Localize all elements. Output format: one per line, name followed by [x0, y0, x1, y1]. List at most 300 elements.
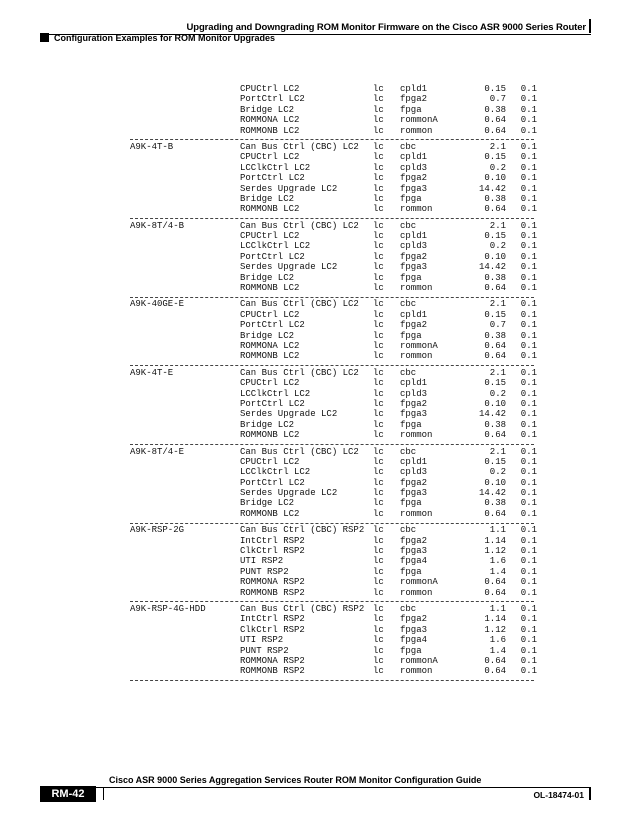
firmware-name: fpga	[400, 419, 422, 430]
firmware-row	[130, 645, 537, 656]
device-name: Bridge LC2	[240, 330, 295, 341]
firmware-row	[130, 498, 537, 509]
firmware-name: rommon	[400, 508, 433, 519]
firmware-version: 0.38	[484, 104, 506, 115]
firmware-version: 14.42	[478, 409, 506, 420]
firmware-row	[130, 204, 537, 215]
firmware-version: 0.64	[484, 430, 506, 441]
device-name: Bridge LC2	[240, 498, 295, 509]
min-version: 0.1	[520, 320, 537, 331]
card-type: lc	[373, 251, 384, 262]
firmware-version: 0.15	[484, 152, 506, 163]
firmware-name: cbc	[400, 220, 417, 231]
firmware-name: cpld3	[400, 467, 428, 478]
firmware-version: 2.1	[489, 220, 506, 231]
firmware-version: 0.38	[484, 498, 506, 509]
device-name: IntCtrl RSP2	[240, 614, 305, 625]
firmware-name: cbc	[400, 446, 417, 457]
min-version: 0.1	[520, 94, 537, 105]
min-version: 0.1	[520, 378, 537, 389]
firmware-row	[130, 84, 537, 94]
card-type: lc	[373, 104, 384, 115]
firmware-version: 0.64	[484, 125, 506, 136]
card-type: lc	[373, 162, 384, 173]
firmware-name: rommon	[400, 587, 433, 598]
card-type: lc	[373, 183, 384, 194]
card-type: lc	[373, 115, 384, 126]
firmware-version: 1.14	[484, 535, 506, 546]
firmware-row	[130, 94, 537, 105]
min-version: 0.1	[520, 340, 537, 351]
device-name: ROMMONB LC2	[240, 125, 300, 136]
firmware-version: 0.64	[484, 577, 506, 588]
card-type: lc	[373, 320, 384, 331]
firmware-name: fpga3	[400, 262, 428, 273]
firmware-row	[130, 162, 537, 173]
firmware-listing	[130, 84, 537, 683]
card-name: A9K-4T-E	[130, 367, 174, 378]
min-version: 0.1	[520, 614, 537, 625]
firmware-name: cbc	[400, 367, 417, 378]
firmware-name: rommon	[400, 125, 433, 136]
min-version: 0.1	[520, 577, 537, 588]
card-type: lc	[373, 241, 384, 252]
separator-line	[130, 680, 534, 685]
device-name: ROMMONB RSP2	[240, 587, 305, 598]
card-type: lc	[373, 299, 384, 310]
min-version: 0.1	[520, 603, 537, 614]
firmware-name: fpga4	[400, 556, 428, 567]
device-name: ROMMONA RSP2	[240, 655, 305, 666]
min-version: 0.1	[520, 351, 537, 362]
device-name: ROMMONB LC2	[240, 204, 300, 215]
device-name: ROMMONB LC2	[240, 351, 300, 362]
page-number: RM-42	[40, 786, 96, 802]
firmware-row	[130, 446, 537, 457]
firmware-name: fpga3	[400, 546, 428, 557]
firmware-row	[130, 283, 537, 294]
firmware-version: 0.64	[484, 204, 506, 215]
firmware-row	[130, 456, 537, 467]
device-name: Serdes Upgrade LC2	[240, 262, 338, 273]
firmware-row	[130, 398, 537, 409]
card-type: lc	[373, 367, 384, 378]
firmware-row	[130, 508, 537, 519]
firmware-version: 1.1	[489, 525, 506, 536]
firmware-version: 1.4	[489, 645, 506, 656]
firmware-name: cbc	[400, 603, 417, 614]
firmware-version: 0.2	[489, 388, 506, 399]
chapter-title: Upgrading and Downgrading ROM Monitor Firmware on the Cisco ASR 9000 Series Router	[186, 22, 586, 33]
firmware-row	[130, 419, 537, 430]
section-title: Configuration Examples for ROM Monitor Upgrades	[54, 33, 276, 43]
card-type: lc	[373, 152, 384, 163]
device-name: Serdes Upgrade LC2	[240, 409, 338, 420]
firmware-name: fpga2	[400, 94, 428, 105]
firmware-row	[130, 220, 537, 231]
min-version: 0.1	[520, 488, 537, 499]
firmware-row	[130, 535, 537, 546]
card-type: lc	[373, 577, 384, 588]
device-name: CPUCtrl LC2	[240, 152, 300, 163]
firmware-name: cpld3	[400, 388, 428, 399]
firmware-version: 0.64	[484, 666, 506, 677]
firmware-row	[130, 241, 537, 252]
card-name: A9K-RSP-4G-HDD	[130, 603, 206, 614]
firmware-name: rommon	[400, 283, 433, 294]
card-type: lc	[373, 262, 384, 273]
firmware-version: 14.42	[478, 262, 506, 273]
firmware-row	[130, 183, 537, 194]
card-type: lc	[373, 173, 384, 184]
min-version: 0.1	[520, 498, 537, 509]
device-name: Can Bus Ctrl (CBC) LC2	[240, 220, 359, 231]
device-name: CPUCtrl LC2	[240, 84, 300, 94]
firmware-version: 0.15	[484, 84, 506, 94]
firmware-row	[130, 262, 537, 273]
card-type: lc	[373, 655, 384, 666]
min-version: 0.1	[520, 104, 537, 115]
min-version: 0.1	[520, 193, 537, 204]
firmware-row	[130, 467, 537, 478]
card-type: lc	[373, 645, 384, 656]
device-name: Can Bus Ctrl (CBC) LC2	[240, 141, 359, 152]
device-name: Bridge LC2	[240, 272, 295, 283]
card-type: lc	[373, 556, 384, 567]
card-type: lc	[373, 340, 384, 351]
firmware-name: rommonA	[400, 655, 438, 666]
card-type: lc	[373, 220, 384, 231]
firmware-version: 0.15	[484, 309, 506, 320]
min-version: 0.1	[520, 566, 537, 577]
firmware-row	[130, 409, 537, 420]
card-type: lc	[373, 388, 384, 399]
card-name: A9K-4T-B	[130, 141, 174, 152]
device-name: PortCtrl LC2	[240, 251, 305, 262]
firmware-row	[130, 125, 537, 136]
card-type: lc	[373, 488, 384, 499]
firmware-version: 0.64	[484, 115, 506, 126]
device-name: LCClkCtrl LC2	[240, 467, 311, 478]
firmware-version: 0.7	[489, 94, 506, 105]
card-type: lc	[373, 272, 384, 283]
firmware-name: fpga	[400, 498, 422, 509]
device-name: Serdes Upgrade LC2	[240, 488, 338, 499]
card-type: lc	[373, 193, 384, 204]
firmware-name: fpga2	[400, 398, 428, 409]
firmware-row	[130, 655, 537, 666]
min-version: 0.1	[520, 525, 537, 536]
firmware-row	[130, 309, 537, 320]
firmware-name: cpld1	[400, 84, 428, 94]
section-marker-icon	[40, 33, 49, 42]
firmware-version: 0.10	[484, 477, 506, 488]
firmware-name: rommonA	[400, 340, 438, 351]
min-version: 0.1	[520, 666, 537, 677]
card-type: lc	[373, 546, 384, 557]
firmware-name: cbc	[400, 525, 417, 536]
min-version: 0.1	[520, 283, 537, 294]
firmware-version: 0.38	[484, 330, 506, 341]
firmware-name: fpga	[400, 566, 422, 577]
card-type: lc	[373, 446, 384, 457]
firmware-version: 1.12	[484, 624, 506, 635]
card-type: lc	[373, 624, 384, 635]
firmware-version: 0.64	[484, 351, 506, 362]
card-type: lc	[373, 587, 384, 598]
firmware-name: fpga	[400, 193, 422, 204]
firmware-name: fpga2	[400, 614, 428, 625]
firmware-version: 0.2	[489, 162, 506, 173]
firmware-row	[130, 193, 537, 204]
firmware-version: 1.4	[489, 566, 506, 577]
device-name: CPUCtrl LC2	[240, 456, 300, 467]
firmware-name: cpld1	[400, 456, 428, 467]
firmware-name: cpld1	[400, 378, 428, 389]
firmware-row	[130, 566, 537, 577]
min-version: 0.1	[520, 251, 537, 262]
device-name: CPUCtrl LC2	[240, 378, 300, 389]
device-name: ROMMONA RSP2	[240, 577, 305, 588]
card-type: lc	[373, 94, 384, 105]
min-version: 0.1	[520, 183, 537, 194]
card-type: lc	[373, 283, 384, 294]
card-type: lc	[373, 409, 384, 420]
firmware-version: 1.1	[489, 603, 506, 614]
device-name: CPUCtrl LC2	[240, 309, 300, 320]
footer-rule	[40, 787, 591, 788]
card-name: A9K-8T/4-E	[130, 446, 185, 457]
card-type: lc	[373, 467, 384, 478]
firmware-row	[130, 556, 537, 567]
firmware-name: fpga2	[400, 251, 428, 262]
min-version: 0.1	[520, 272, 537, 283]
device-name: PortCtrl LC2	[240, 173, 305, 184]
card-type: lc	[373, 603, 384, 614]
firmware-name: fpga	[400, 272, 422, 283]
firmware-version: 0.38	[484, 272, 506, 283]
min-version: 0.1	[520, 173, 537, 184]
min-version: 0.1	[520, 556, 537, 567]
device-name: UTI RSP2	[240, 635, 284, 646]
card-type: lc	[373, 84, 384, 94]
firmware-name: rommon	[400, 204, 433, 215]
firmware-row	[130, 251, 537, 262]
firmware-row	[130, 299, 537, 310]
min-version: 0.1	[520, 309, 537, 320]
device-name: ROMMONB RSP2	[240, 666, 305, 677]
min-version: 0.1	[520, 508, 537, 519]
device-name: CPUCtrl LC2	[240, 231, 300, 242]
device-name: LCClkCtrl LC2	[240, 241, 311, 252]
firmware-row	[130, 388, 537, 399]
firmware-row	[130, 624, 537, 635]
min-version: 0.1	[520, 546, 537, 557]
device-name: ROMMONB LC2	[240, 430, 300, 441]
card-type: lc	[373, 535, 384, 546]
firmware-row	[130, 351, 537, 362]
min-version: 0.1	[520, 141, 537, 152]
firmware-version: 2.1	[489, 141, 506, 152]
firmware-version: 14.42	[478, 488, 506, 499]
firmware-version: 0.2	[489, 467, 506, 478]
device-name: PortCtrl LC2	[240, 398, 305, 409]
firmware-name: fpga3	[400, 183, 428, 194]
device-name: Can Bus Ctrl (CBC) RSP2	[240, 603, 365, 614]
firmware-version: 0.10	[484, 173, 506, 184]
device-name: Bridge LC2	[240, 193, 295, 204]
firmware-name: rommonA	[400, 577, 438, 588]
firmware-version: 0.38	[484, 419, 506, 430]
firmware-name: fpga3	[400, 409, 428, 420]
card-type: lc	[373, 351, 384, 362]
firmware-version: 1.6	[489, 635, 506, 646]
guide-title: Cisco ASR 9000 Series Aggregation Services Router ROM Monitor Configuration Guide	[109, 775, 482, 785]
device-name: Can Bus Ctrl (CBC) RSP2	[240, 525, 365, 536]
card-type: lc	[373, 498, 384, 509]
device-name: LCClkCtrl LC2	[240, 162, 311, 173]
firmware-version: 0.15	[484, 378, 506, 389]
firmware-row	[130, 577, 537, 588]
card-type: lc	[373, 525, 384, 536]
min-version: 0.1	[520, 231, 537, 242]
device-name: ROMMONA LC2	[240, 340, 300, 351]
firmware-version: 0.2	[489, 241, 506, 252]
firmware-version: 1.6	[489, 556, 506, 567]
firmware-row	[130, 587, 537, 598]
min-version: 0.1	[520, 152, 537, 163]
firmware-name: rommonA	[400, 115, 438, 126]
device-name: ROMMONB LC2	[240, 508, 300, 519]
firmware-row	[130, 115, 537, 126]
min-version: 0.1	[520, 162, 537, 173]
firmware-version: 0.64	[484, 655, 506, 666]
min-version: 0.1	[520, 467, 537, 478]
card-type: lc	[373, 666, 384, 677]
device-name: Bridge LC2	[240, 104, 295, 115]
card-type: lc	[373, 614, 384, 625]
firmware-row	[130, 430, 537, 441]
device-name: LCClkCtrl LC2	[240, 388, 311, 399]
firmware-version: 0.38	[484, 193, 506, 204]
device-name: IntCtrl RSP2	[240, 535, 305, 546]
footer-bar	[103, 788, 104, 800]
firmware-row	[130, 320, 537, 331]
firmware-name: fpga	[400, 330, 422, 341]
device-name: PUNT RSP2	[240, 566, 289, 577]
card-name: A9K-40GE-E	[130, 299, 185, 310]
firmware-version: 0.15	[484, 231, 506, 242]
min-version: 0.1	[520, 587, 537, 598]
card-type: lc	[373, 635, 384, 646]
doc-number: OL-18474-01	[533, 790, 584, 800]
min-version: 0.1	[520, 299, 537, 310]
device-name: Bridge LC2	[240, 419, 295, 430]
firmware-name: cpld3	[400, 162, 428, 173]
min-version: 0.1	[520, 419, 537, 430]
firmware-name: cpld3	[400, 241, 428, 252]
min-version: 0.1	[520, 125, 537, 136]
min-version: 0.1	[520, 398, 537, 409]
firmware-name: fpga3	[400, 624, 428, 635]
firmware-row	[130, 152, 537, 163]
firmware-version: 2.1	[489, 299, 506, 310]
firmware-name: fpga	[400, 645, 422, 656]
device-name: PUNT RSP2	[240, 645, 289, 656]
firmware-row	[130, 330, 537, 341]
card-type: lc	[373, 398, 384, 409]
device-name: PortCtrl LC2	[240, 477, 305, 488]
device-name: ROMMONB LC2	[240, 283, 300, 294]
header-bar	[589, 19, 591, 33]
firmware-row	[130, 488, 537, 499]
firmware-name: rommon	[400, 666, 433, 677]
firmware-version: 0.10	[484, 398, 506, 409]
min-version: 0.1	[520, 430, 537, 441]
device-name: Can Bus Ctrl (CBC) LC2	[240, 367, 359, 378]
firmware-row	[130, 477, 537, 488]
firmware-version: 0.64	[484, 340, 506, 351]
firmware-version: 1.14	[484, 614, 506, 625]
firmware-version: 2.1	[489, 446, 506, 457]
min-version: 0.1	[520, 220, 537, 231]
firmware-row	[130, 272, 537, 283]
min-version: 0.1	[520, 262, 537, 273]
firmware-row	[130, 104, 537, 115]
firmware-name: fpga3	[400, 488, 428, 499]
card-type: lc	[373, 378, 384, 389]
card-type: lc	[373, 430, 384, 441]
firmware-row	[130, 367, 537, 378]
min-version: 0.1	[520, 84, 537, 94]
firmware-name: cpld1	[400, 152, 428, 163]
min-version: 0.1	[520, 645, 537, 656]
firmware-row	[130, 614, 537, 625]
min-version: 0.1	[520, 241, 537, 252]
device-name: Can Bus Ctrl (CBC) LC2	[240, 446, 359, 457]
min-version: 0.1	[520, 477, 537, 488]
min-version: 0.1	[520, 330, 537, 341]
card-type: lc	[373, 309, 384, 320]
firmware-version: 1.12	[484, 546, 506, 557]
card-name: A9K-RSP-2G	[130, 525, 185, 536]
firmware-row	[130, 546, 537, 557]
firmware-name: fpga2	[400, 173, 428, 184]
firmware-version: 0.7	[489, 320, 506, 331]
firmware-version: 0.64	[484, 587, 506, 598]
firmware-version: 0.10	[484, 251, 506, 262]
min-version: 0.1	[520, 635, 537, 646]
firmware-name: rommon	[400, 430, 433, 441]
firmware-row	[130, 666, 537, 677]
card-type: lc	[373, 419, 384, 430]
card-type: lc	[373, 456, 384, 467]
device-name: ROMMONA LC2	[240, 115, 300, 126]
device-name: PortCtrl LC2	[240, 94, 305, 105]
firmware-version: 14.42	[478, 183, 506, 194]
firmware-name: cbc	[400, 299, 417, 310]
card-type: lc	[373, 508, 384, 519]
card-type: lc	[373, 141, 384, 152]
firmware-row	[130, 378, 537, 389]
device-name: ClkCtrl RSP2	[240, 624, 305, 635]
firmware-name: fpga2	[400, 477, 428, 488]
firmware-row	[130, 635, 537, 646]
firmware-name: cbc	[400, 141, 417, 152]
firmware-row	[130, 525, 537, 536]
card-type: lc	[373, 566, 384, 577]
firmware-row	[130, 231, 537, 242]
